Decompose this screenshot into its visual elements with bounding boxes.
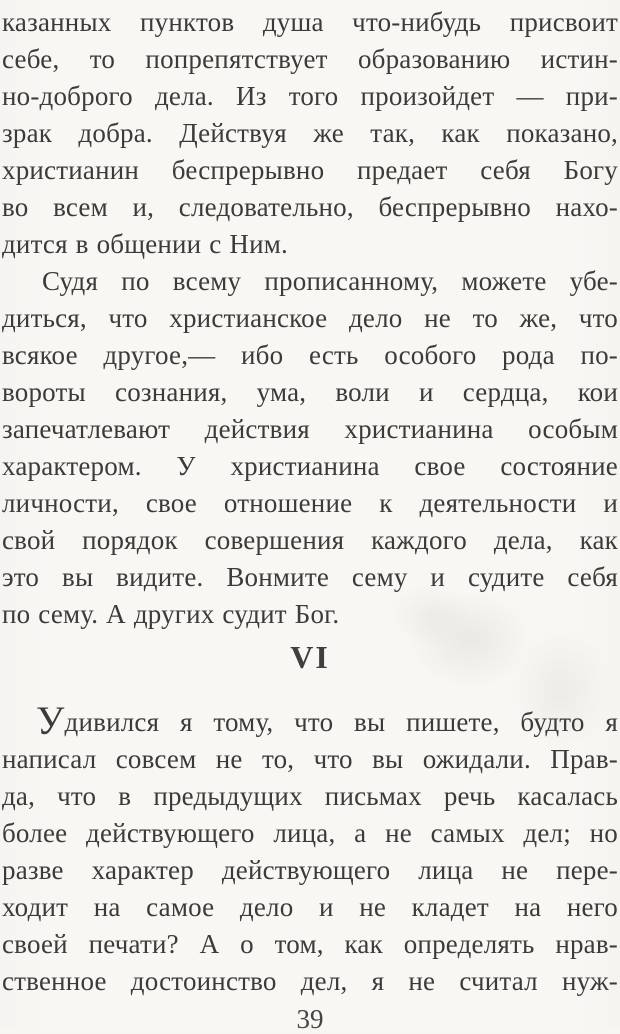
text-line: да, что в предыдущих письмах речь касалась: [2, 781, 618, 811]
text-line: себе, то попрепятствует образованию истин-: [2, 44, 618, 74]
text-line: характером. У христианина свое состояние: [2, 451, 618, 481]
text-line: во всем и, следовательно, беспрерывно нахо-: [2, 192, 618, 222]
text-line: ственное достоинство дел, я не считал нуж-: [2, 966, 618, 996]
paragraph: [2, 263, 618, 633]
paragraph-continued: [2, 4, 618, 263]
text-line: по сему. А других судит Бог.: [2, 599, 340, 629]
initial-capital: У: [36, 698, 65, 743]
text-line: это вы видите. Вонмите сему и судите себя: [2, 562, 618, 592]
text-line-rest: дивился я тому, что вы пишете, будто я: [64, 707, 618, 737]
text-line: личности, свое отношение к деятельности и: [2, 488, 618, 518]
text-line: диться, что христианское дело не то же, что: [2, 303, 618, 333]
section-heading: VI: [290, 639, 330, 675]
text-line: Судя по всему прописанному, можете убе-: [42, 266, 618, 296]
text-line: дится в общении с Ним.: [2, 229, 288, 259]
text-line: зрак добра. Действуя же так, как показано,: [2, 118, 618, 148]
text-line: христианин беспрерывно предает себя Богу: [2, 155, 618, 185]
text-line: ходит на самое дело и не кладет на него: [2, 892, 618, 922]
text-line: запечатлевают действия христианина особым: [2, 414, 618, 444]
text-line: казанных пунктов душа что-нибудь присвоит: [2, 7, 618, 37]
page-number: 39: [296, 1004, 324, 1034]
text-line: свой порядок совершения каждого дела, как: [2, 525, 618, 555]
text-line: написал совсем не то, что вы ожидали. Прав-: [2, 744, 618, 774]
text-line: [2, 698, 618, 743]
text-line: всякое другое,— ибо есть особого рода по-: [2, 340, 618, 370]
paragraph: [2, 698, 618, 1000]
text-line: своей печати? А о том, как определять нрав-: [2, 929, 618, 959]
text-line: более действующего лица, а не самых дел; но: [2, 818, 618, 848]
text-line: разве характер действующего лица не пере-: [2, 855, 618, 885]
text-line: вороты сознания, ума, воли и сердца, кои: [2, 377, 618, 407]
text-line: но-доброго дела. Из того произойдет — при-: [2, 81, 618, 111]
